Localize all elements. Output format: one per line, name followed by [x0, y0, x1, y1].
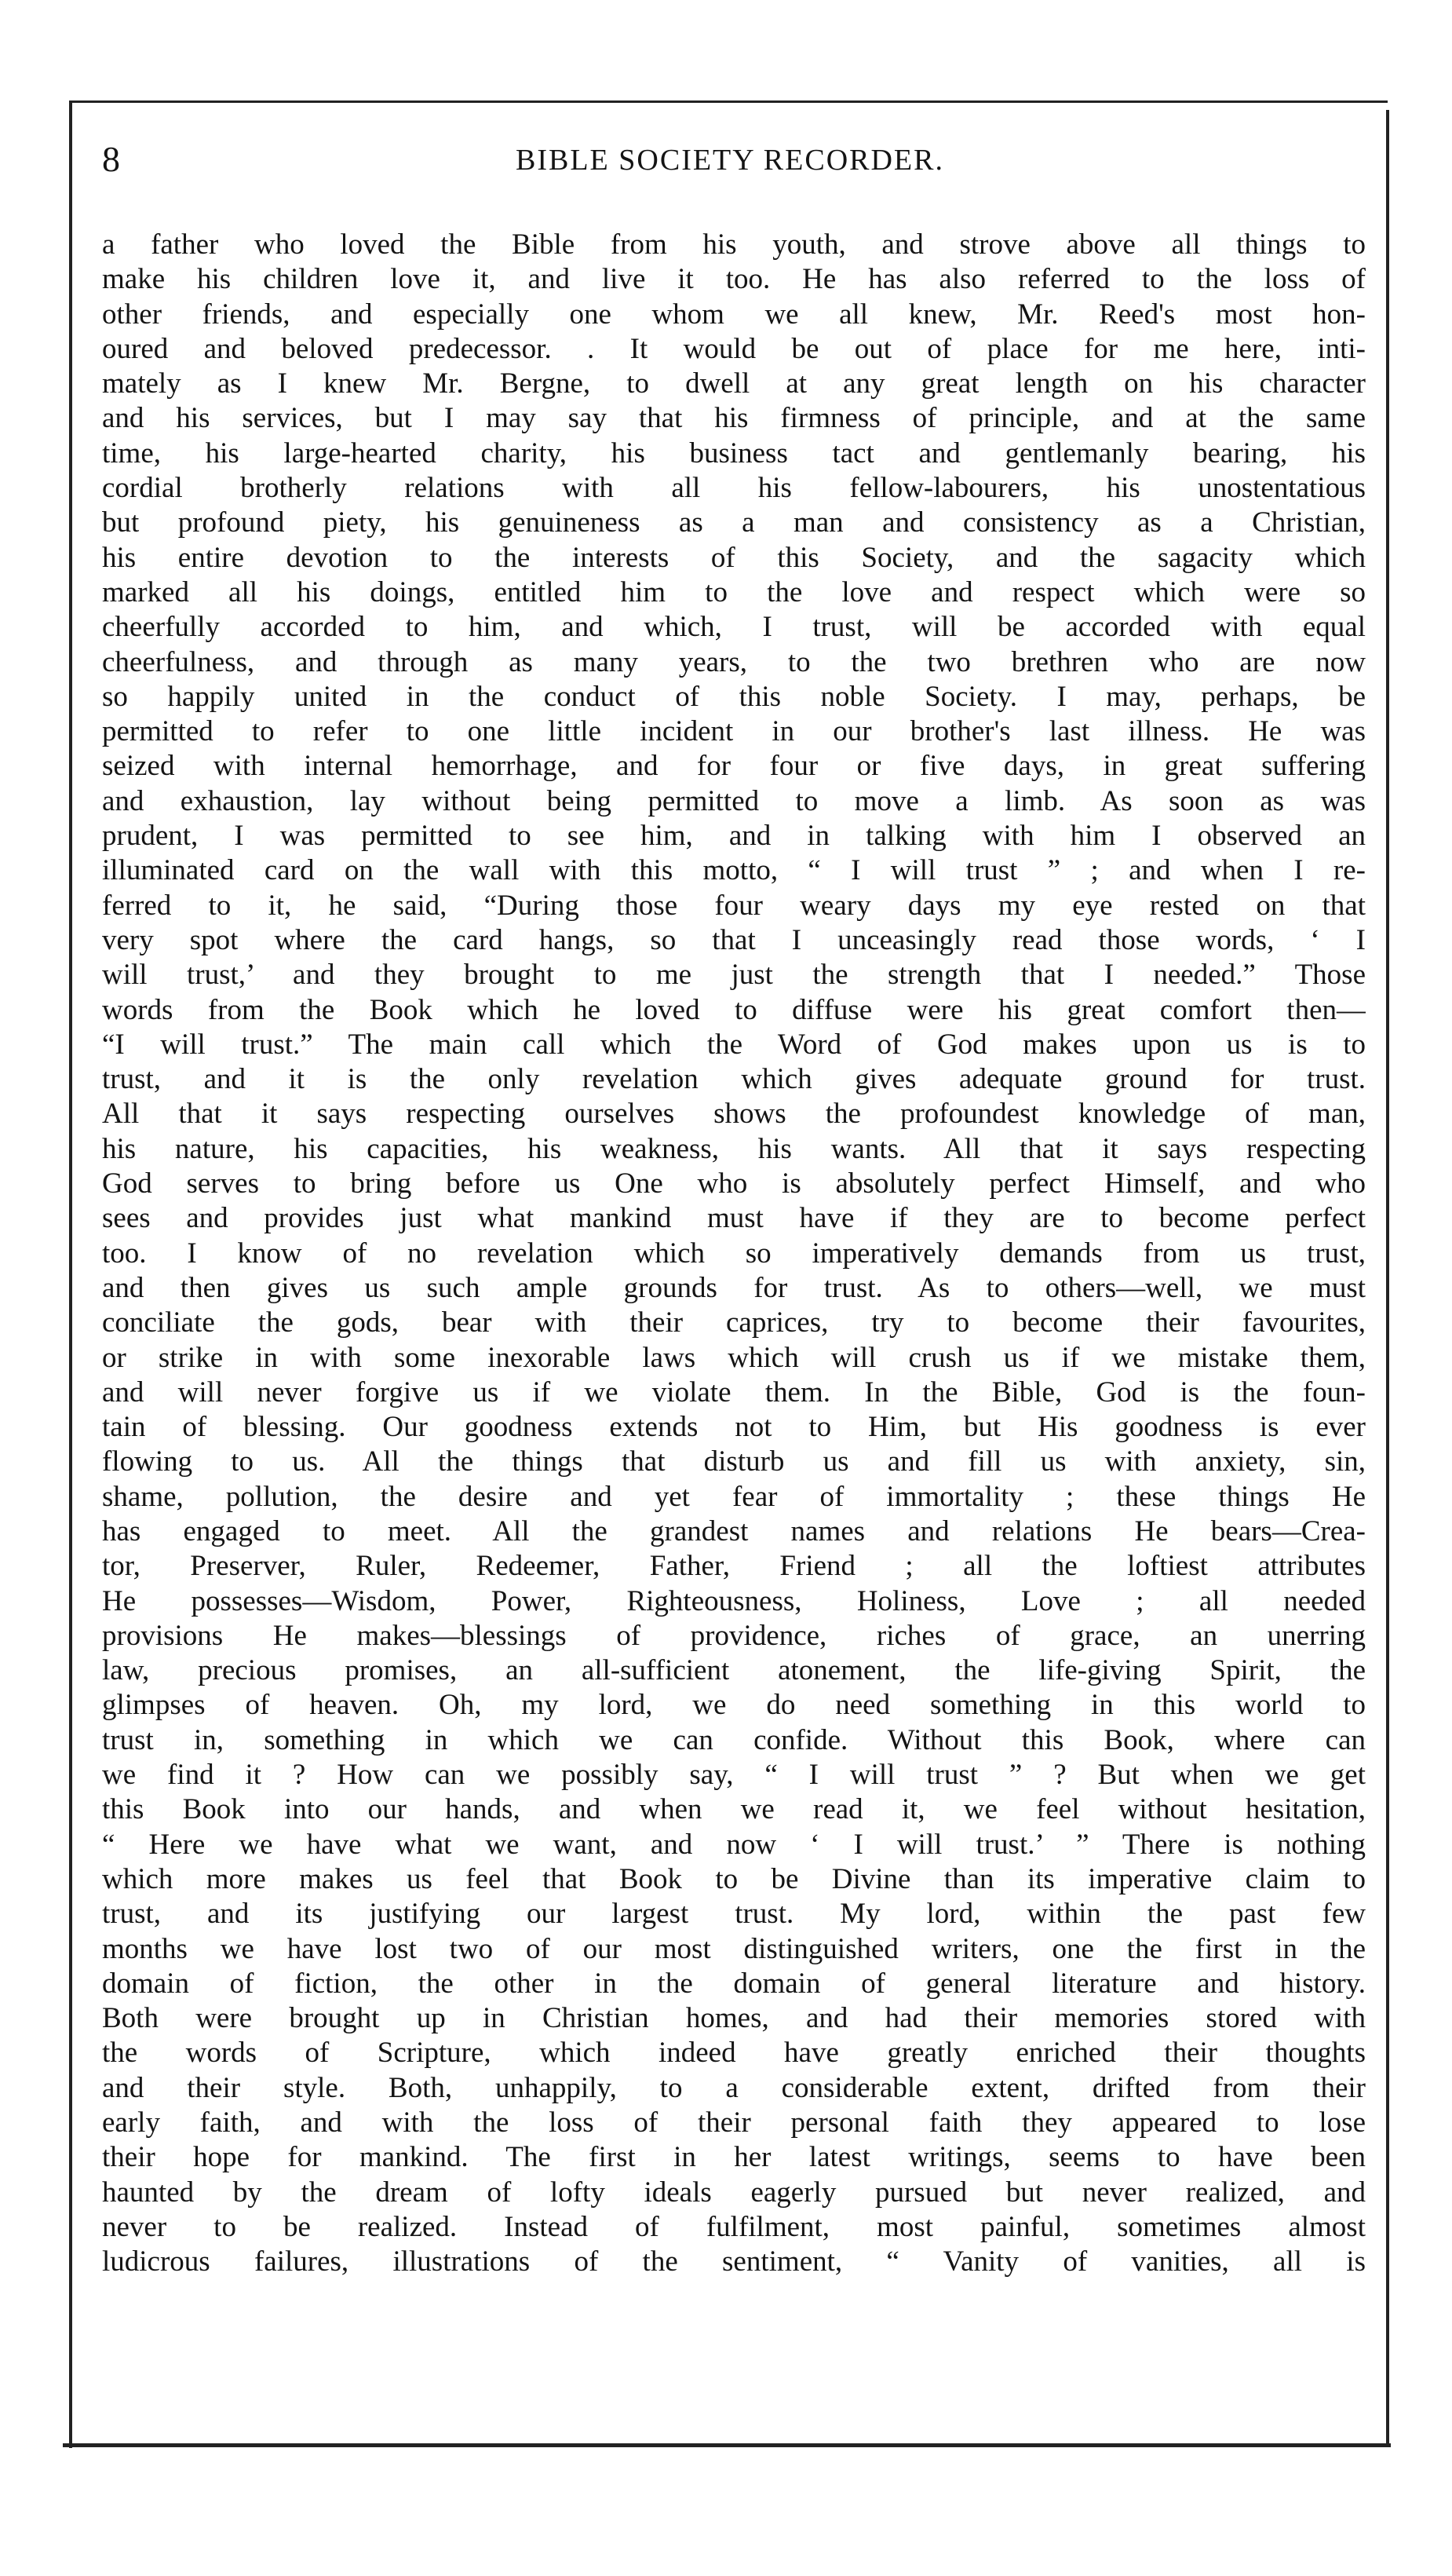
text-line: and his services, but I may say that his firmness of principle, and at the same [102, 402, 1366, 435]
text-line: domain of fiction, the other in the domain of general literature and history. [102, 1967, 1366, 2000]
text-line: or strike in with some inexorable laws which will crush us if we mistake them, [102, 1341, 1366, 1374]
text-line: shame, pollution, the desire and yet fear of immortality ; these things He [102, 1480, 1366, 1513]
text-line: God serves to bring before us One who is absolutely perfect Himself, and who [102, 1167, 1366, 1200]
text-line: oured and beloved predecessor. . It would be out of place for me here, inti- [102, 332, 1366, 365]
text-line: words from the Book which he loved to diffuse were his great comfort then— [102, 993, 1366, 1026]
text-line: other friends, and especially one whom we all knew, Mr. Reed's most hon- [102, 298, 1366, 331]
page-number: 8 [102, 139, 120, 179]
text-line: ludicrous failures, illustrations of the sentiment, “ Vanity of vanities, all is [102, 2245, 1366, 2278]
left-border-rule [69, 100, 72, 2448]
text-line: cordial brotherly relations with all his fellow-labourers, his unostentatious [102, 472, 1366, 505]
text-line: marked all his doings, entitled him to the love and respect which were so [102, 575, 1366, 608]
bottom-border-rule [63, 2443, 1391, 2447]
text-line: has engaged to meet. All the grandest names and relations He bears—Crea- [102, 1515, 1366, 1547]
text-line: early faith, and with the loss of their personal faith they appeared to lose [102, 2106, 1366, 2139]
text-line: cheerfully accorded to him, and which, I trust, will be accorded with equal [102, 611, 1366, 644]
text-line: make his children love it, and live it too. He has also referred to the loss of [102, 263, 1366, 296]
text-line: provisions He makes—blessings of providence, riches of grace, an unerring [102, 1619, 1366, 1652]
text-line: conciliate the gods, bear with their caprices, try to become their favourites, [102, 1306, 1366, 1339]
text-line: his entire devotion to the interests of this Society, and the sagacity which [102, 541, 1366, 574]
text-line: illuminated card on the wall with this motto, “ I will trust ” ; and when I re- [102, 854, 1366, 887]
text-line: tor, Preserver, Ruler, Redeemer, Father, Friend ; all the loftiest attributes [102, 1550, 1366, 1583]
text-line: this Book into our hands, and when we read it, we feel without hesitation, [102, 1793, 1366, 1826]
page-header [94, 138, 1366, 185]
text-line: trust in, something in which we can confide. Without this Book, where can [102, 1723, 1366, 1756]
text-line: mately as I knew Mr. Bergne, to dwell at any great length on his character [102, 367, 1366, 400]
text-line: and exhaustion, lay without being permitted to move a limb. As soon as was [102, 784, 1366, 817]
text-line: flowing to us. All the things that disturb us and fill us with anxiety, sin, [102, 1445, 1366, 1478]
text-line: law, precious promises, an all-sufficient atonement, the life-giving Spirit, the [102, 1654, 1366, 1687]
text-line: too. I know of no revelation which so imperatively demands from us trust, [102, 1237, 1366, 1270]
text-line: Both were brought up in Christian homes, and had their memories stored with [102, 2002, 1366, 2035]
text-line: and their style. Both, unhappily, to a considerable extent, drifted from their [102, 2071, 1366, 2104]
text-line: the words of Scripture, which indeed have greatly enriched their thoughts [102, 2037, 1366, 2070]
text-line: months we have lost two of our most distinguished writers, one the first in the [102, 1932, 1366, 1965]
text-line: never to be realized. Instead of fulfilment, most painful, sometimes almost [102, 2210, 1366, 2243]
text-line: glimpses of heaven. Oh, my lord, we do need something in this world to [102, 1689, 1366, 1722]
text-line: ferred to it, he said, “During those four weary days my eye rested on that [102, 889, 1366, 922]
text-line: very spot where the card hangs, so that I unceasingly read those words, ‘ I [102, 923, 1366, 956]
text-line: trust, and its justifying our largest trust. My lord, within the past few [102, 1898, 1366, 1931]
text-line: which more makes us feel that Book to be Divine than its imperative claim to [102, 1862, 1366, 1895]
text-line: seized with internal hemorrhage, and for four or five days, in great suffering [102, 750, 1366, 783]
text-line: permitted to refer to one little incident in our brother's last illness. He was [102, 715, 1366, 748]
text-line: time, his large-hearted charity, his business tact and gentlemanly bearing, his [102, 437, 1366, 470]
text-line: tain of blessing. Our goodness extends not to Him, but His goodness is ever [102, 1411, 1366, 1444]
text-line: and then gives us such ample grounds for trust. As to others—well, we must [102, 1271, 1366, 1304]
text-line: He possesses—Wisdom, Power, Righteousness, Holiness, Love ; all needed [102, 1584, 1366, 1617]
text-line: their hope for mankind. The first in her latest writings, seems to have been [102, 2141, 1366, 2174]
text-line: prudent, I was permitted to see him, and in talking with him I observed an [102, 820, 1366, 853]
text-line: and will never forgive us if we violate them. In the Bible, God is the foun- [102, 1376, 1366, 1409]
text-line: his nature, his capacities, his weakness, his wants. All that it says respecting [102, 1132, 1366, 1165]
text-line: cheerfulness, and through as many years, to the two brethren who are now [102, 645, 1366, 678]
text-line: will trust,’ and they brought to me just the strength that I needed.” Those [102, 959, 1366, 992]
text-line: All that it says respecting ourselves shows the profoundest knowledge of man, [102, 1098, 1366, 1131]
text-line: “I will trust.” The main call which the Word of God makes upon us is to [102, 1028, 1366, 1061]
text-line: haunted by the dream of lofty ideals eagerly pursued but never realized, and [102, 2176, 1366, 2209]
text-line: we find it ? How can we possibly say, “ I will trust ” ? But when we get [102, 1759, 1366, 1792]
text-line: sees and provides just what mankind must have if they are to become perfect [102, 1202, 1366, 1235]
text-line: trust, and it is the only revelation which gives adequate ground for trust. [102, 1063, 1366, 1096]
right-border-rule [1386, 110, 1389, 2446]
text-line: a father who loved the Bible from his youth, and strove above all things to [102, 228, 1366, 261]
text-line: so happily united in the conduct of this noble Society. I may, perhaps, be [102, 680, 1366, 713]
top-border-rule [69, 100, 1388, 103]
running-head: BIBLE SOCIETY RECORDER. [516, 144, 944, 177]
body-text [102, 228, 1366, 2280]
text-line: “ Here we have what we want, and now ‘ I will trust.’ ” There is nothing [102, 1828, 1366, 1861]
text-line: but profound piety, his genuineness as a man and consistency as a Christian, [102, 506, 1366, 539]
